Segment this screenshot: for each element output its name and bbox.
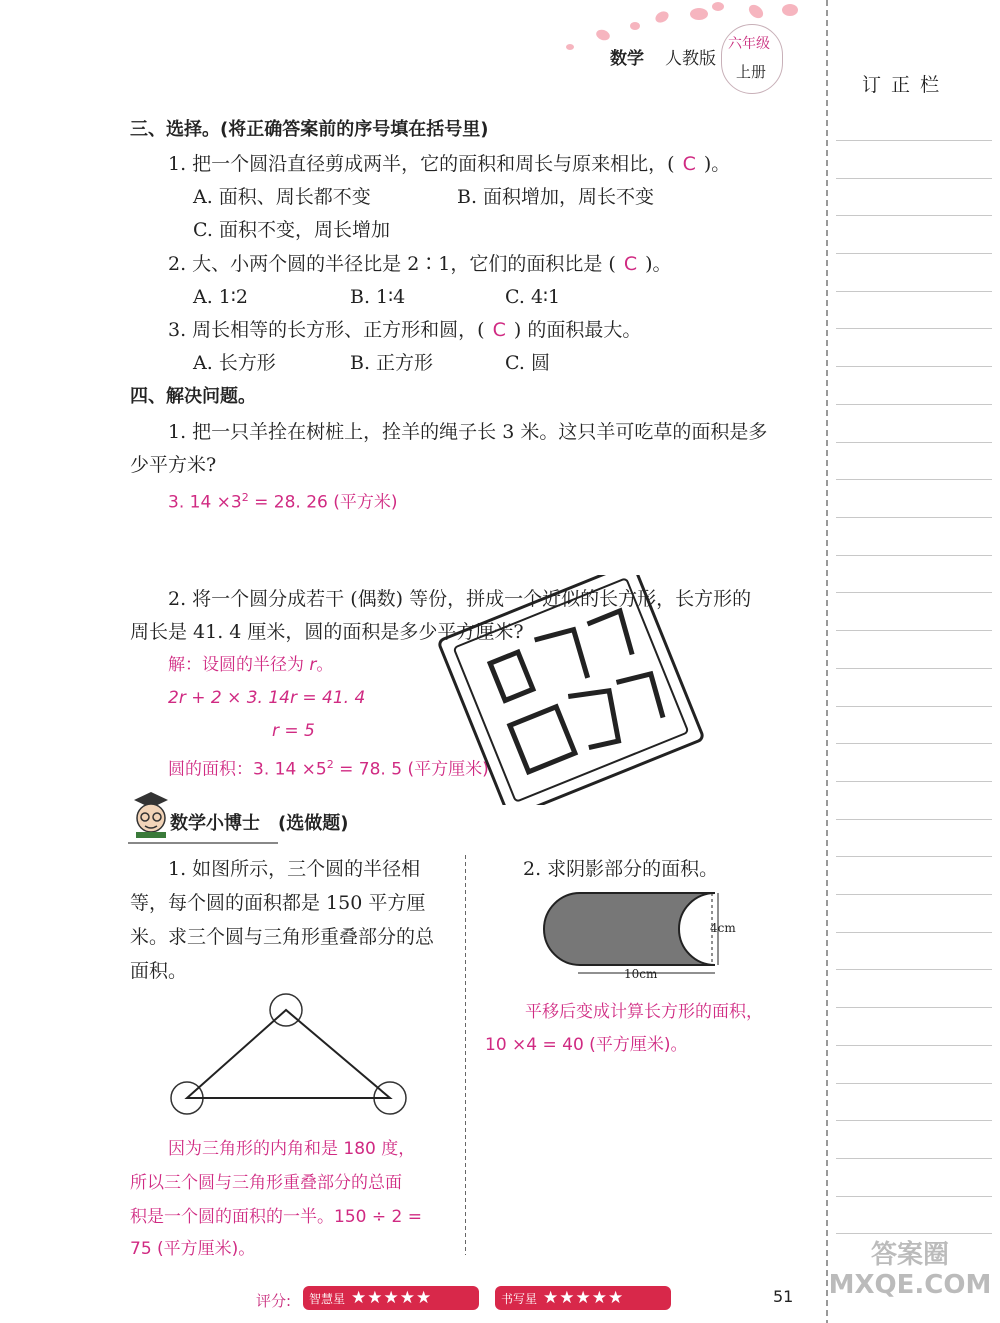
bonus-title-underline (128, 842, 278, 844)
section3-title: 三、选择。(将正确答案前的序号填在括号里) (130, 119, 489, 140)
correction-line (836, 819, 992, 820)
s4-q2-sol4: 圆的面积：3. $14 \times 5^2 = 78$. 5 (平方厘米) (168, 758, 489, 780)
correction-line (836, 517, 992, 518)
correction-line (836, 630, 992, 631)
s3-q2-answer: C (623, 253, 638, 275)
dim-width-label: 10cm (624, 967, 658, 981)
writing-star-badge: 书写星 ★★★★★ (495, 1286, 671, 1310)
shaded-shape-diagram (540, 888, 750, 983)
s4-q2-line1: 2. 将一个圆分成若干 (偶数) 等份，拼成一个近似的长方形，长方形的 (168, 588, 752, 610)
correction-line (836, 328, 992, 329)
correction-column-title: 订 正 栏 (862, 74, 942, 96)
correction-line (836, 1158, 992, 1159)
s3-q3-answer: C (492, 319, 506, 341)
correction-line (836, 291, 992, 292)
correction-line (836, 215, 992, 216)
correction-line (836, 479, 992, 480)
writing-stars: ★★★★★ (543, 1288, 625, 1308)
correction-line (836, 894, 992, 895)
s4-q2-line2: 周长是 41. 4 厘米，圆的面积是多少平方厘米? (130, 621, 524, 643)
bonus-subtitle: (选做题) (278, 813, 349, 834)
correction-line (836, 743, 992, 744)
score-label: 评分: (256, 1292, 292, 1310)
correction-line (836, 1233, 992, 1234)
bonus-q2-line1: 2. 求阴影部分的面积。 (523, 858, 719, 880)
bonus-q1-line2: 等，每个圆的面积都是 150 平方厘 (130, 892, 426, 914)
stamp-seal-image (426, 575, 716, 805)
grade-badge (721, 24, 783, 94)
dim-height-label: 4cm (710, 921, 736, 935)
correction-line (836, 140, 992, 141)
correction-line (836, 592, 992, 593)
s3-q1-stem: 1. 把一个圆沿直径剪成两半，它的面积和周长与原来相比，( C )。 (168, 153, 731, 175)
s3-q2-optA: A. 1∶2 (193, 286, 248, 308)
s4-q2-sol3: r = 5 (272, 721, 315, 741)
s4-q1-line1: 1. 把一只羊拴在树桩上，拴羊的绳子长 3 米。这只羊可吃草的面积是多 (168, 421, 768, 443)
correction-line (836, 555, 992, 556)
s4-q2-sol2: 2r + 2 × 3. 14r = 41. 4 (168, 688, 366, 708)
header-subject: 数学 (610, 49, 644, 69)
correction-line (836, 706, 992, 707)
triangle-circles-diagram (165, 990, 415, 1120)
s4-q2-sol1: 解：设圆的半径为 r。 (168, 655, 334, 675)
s3-q1-answer: C (682, 153, 696, 175)
correction-line (836, 1045, 992, 1046)
bonus-q1-ans2: 所以三个圆与三角形重叠部分的总面 (130, 1173, 402, 1193)
page-number: 51 (773, 1287, 794, 1306)
header-grade: 六年级 (728, 36, 770, 52)
bonus-q2-ans2: 10 ×4 = 40 (平方厘米)。 (485, 1035, 688, 1055)
correction-line (836, 668, 992, 669)
correction-line (836, 178, 992, 179)
s3-q1-optA: A. 面积、周长都不变 (193, 186, 371, 208)
bonus-q1-ans4: 75 (平方厘米)。 (130, 1239, 256, 1259)
correction-line (836, 969, 992, 970)
header-term: 上册 (736, 63, 767, 81)
s3-q3-stem: 3. 周长相等的长方形、正方形和圆，( C ) 的面积最大。 (168, 319, 642, 341)
s3-q3-optB: B. 正方形 (350, 352, 434, 374)
bonus-q1-line3: 米。求三个圆与三角形重叠部分的总 (130, 926, 435, 948)
s3-q3-optC: C. 圆 (505, 352, 550, 374)
correction-line (836, 781, 992, 782)
s3-q3-optA: A. 长方形 (193, 352, 276, 374)
wisdom-stars: ★★★★★ (351, 1288, 433, 1308)
bonus-title: 数学小博士 (170, 813, 260, 834)
s3-q2-optB: B. 1∶4 (350, 286, 406, 308)
s3-q2-optC: C. 4∶1 (505, 286, 561, 308)
correction-line (836, 1120, 992, 1121)
s4-q1-answer: 3. $14 \times 3^2 = 28$. 26 (平方米) (168, 491, 398, 513)
bonus-q2-ans1: 平移后变成计算长方形的面积， (525, 1002, 763, 1022)
s4-q1-line2: 少平方米? (130, 454, 217, 476)
correction-line (836, 442, 992, 443)
bonus-divider (465, 855, 466, 1255)
correction-line (836, 932, 992, 933)
watermark-text: 答案圈 MXQE.COM (828, 1240, 992, 1300)
wisdom-star-badge: 智慧星 ★★★★★ (303, 1286, 479, 1310)
bonus-q1-ans1: 因为三角形的内角和是 180 度， (168, 1139, 416, 1159)
correction-line (836, 404, 992, 405)
bonus-q1-line1: 1. 如图所示，三个圆的半径相 (168, 858, 421, 880)
correction-line (836, 856, 992, 857)
correction-line (836, 1007, 992, 1008)
doctor-avatar-icon (130, 790, 172, 838)
correction-line (836, 366, 992, 367)
s3-q1-optB: B. 面积增加，周长不变 (457, 186, 655, 208)
bonus-q1-ans3: 积是一个圆的面积的一半。150 ÷ 2 = (130, 1207, 422, 1227)
s3-q1-optC: C. 面积不变，周长增加 (193, 219, 390, 241)
correction-line (836, 1196, 992, 1197)
header-edition: 人教版 (665, 49, 716, 69)
s3-q2-stem: 2. 大、小两个圆的半径比是 2∶1，它们的面积比是 ( C )。 (168, 253, 672, 275)
correction-line (836, 1083, 992, 1084)
correction-column-divider (826, 0, 828, 1323)
bonus-q1-line4: 面积。 (130, 960, 188, 982)
section4-title: 四、解决问题。 (130, 386, 256, 407)
correction-line (836, 253, 992, 254)
